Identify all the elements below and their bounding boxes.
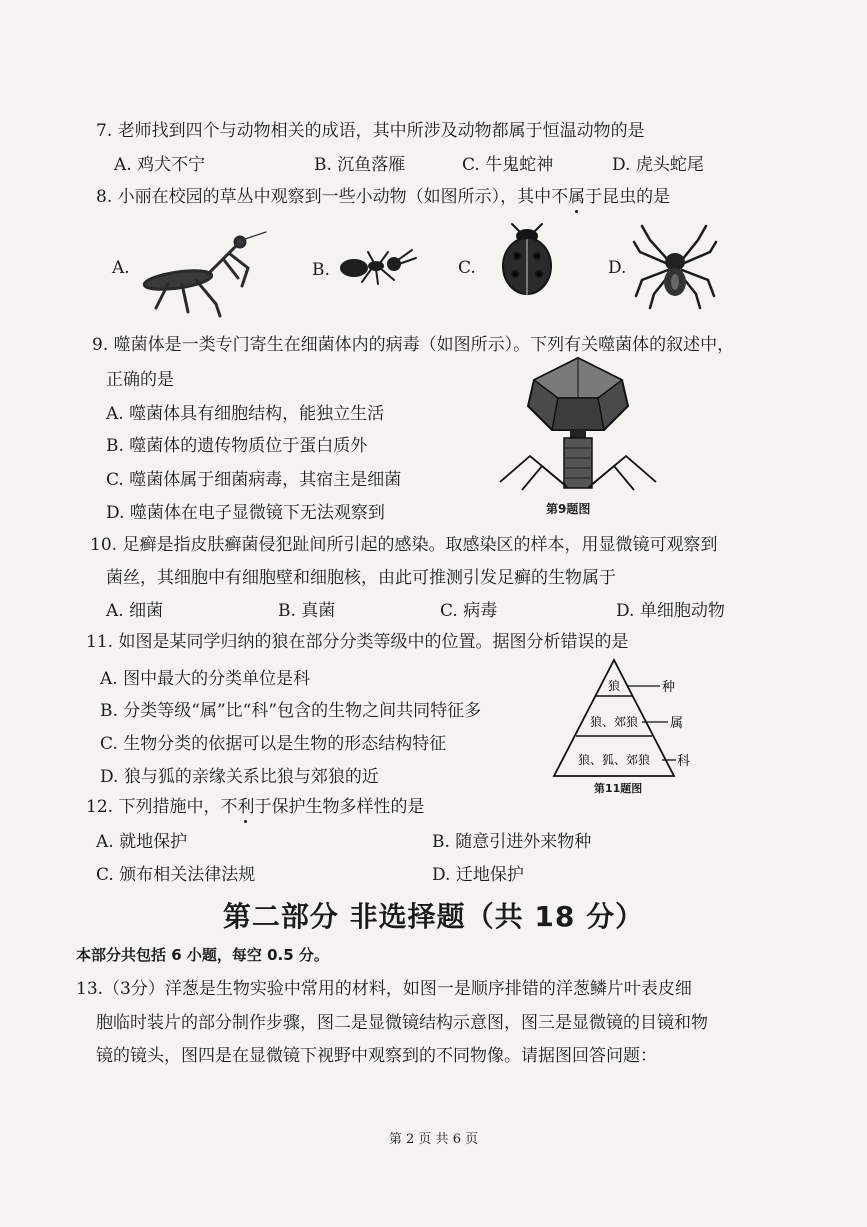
page-footer: 第 2 页 共 6 页 xyxy=(388,1132,479,1147)
q9-figure-caption: 第9题图 xyxy=(546,502,591,516)
spider-icon xyxy=(632,222,718,310)
q10-option-b: B. 真菌 xyxy=(278,601,336,621)
q12-stem: 12. 下列措施中，不利于保护生物多样性的是 xyxy=(86,797,425,817)
q11-option-a: A. 图中最大的分类单位是科 xyxy=(100,669,311,689)
part2-note: 本部分共包括 6 小题，每空 0.5 分。 xyxy=(76,946,329,964)
q8-option-b: B. xyxy=(312,260,330,280)
part2-heading: 第二部分 非选择题（共 18 分） xyxy=(222,900,645,933)
q10-option-a: A. 细菌 xyxy=(106,601,164,621)
q10-option-c: C. 病毒 xyxy=(440,601,498,621)
q9-option-a: A. 噬菌体具有细胞结构，能独立生活 xyxy=(106,404,385,424)
q9-stem-line2: 正确的是 xyxy=(106,370,174,390)
q13-line3: 镜的镜头，图四是在显微镜下视野中观察到的不同物像。请据图回答问题： xyxy=(96,1046,657,1066)
q9-stem-line1: 9. 噬菌体是一类专门寄生在细菌体内的病毒（如图所示）。下列有关噬菌体的叙述中， xyxy=(92,335,735,355)
pyramid-level-1: 狼 xyxy=(607,679,621,693)
q8-option-a: A. xyxy=(112,258,130,278)
q10-option-d: D. 单细胞动物 xyxy=(616,601,725,621)
ladybug-icon xyxy=(496,222,558,298)
q13-line1: 13.（3分）洋葱是生物实验中常用的材料，如图一是顺序排错的洋葱鳞片叶表皮细 xyxy=(76,979,692,999)
q11-option-b: B. 分类等级“属”比“科”包含的生物之间共同特征多 xyxy=(100,701,482,721)
q8-option-c: C. xyxy=(458,258,476,278)
q7-option-b: B. 沉鱼落雁 xyxy=(314,155,406,175)
q7-stem: 7. 老师找到四个与动物相关的成语，其中所涉及动物都属于恒温动物的是 xyxy=(96,121,645,141)
q12-emphasis: 不利于 xyxy=(220,797,272,817)
q8-stem: 8. 小丽在校园的草丛中观察到一些小动物（如图所示），其中不属于昆虫的是 xyxy=(96,187,671,207)
q7-option-a: A. 鸡犬不宁 xyxy=(114,155,206,175)
q8-option-d: D. xyxy=(608,258,627,278)
q12-option-b: B. 随意引进外来物种 xyxy=(432,832,592,852)
q11-option-d: D. 狼与狐的亲缘关系比狼与郊狼的近 xyxy=(100,767,379,787)
q13-line2: 胞临时装片的部分制作步骤，图二是显微镜结构示意图，图三是显微镜的目镜和物 xyxy=(96,1013,708,1033)
q7-option-d: D. 虎头蛇尾 xyxy=(612,155,704,175)
taxonomy-pyramid xyxy=(552,658,692,778)
pyramid-level-2: 狼、郊狼 xyxy=(589,715,639,729)
q8-emphasis: 不属于 xyxy=(551,187,603,207)
pyramid-level-3: 狼、狐、郊狼 xyxy=(577,753,651,767)
pyramid-label-genus: 属 xyxy=(670,716,684,731)
pyramid-label-species: 种 xyxy=(662,680,676,695)
bacteriophage-figure xyxy=(498,358,658,498)
pyramid-label-family: 科 xyxy=(677,754,691,769)
mantis-icon xyxy=(138,228,278,318)
q7-option-c: C. 牛鬼蛇神 xyxy=(462,155,554,175)
q10-stem-line1: 10. 足癣是指皮肤癣菌侵犯趾间所引起的感染。取感染区的样本，用显微镜可观察到 xyxy=(90,535,718,555)
q12-option-d: D. 迁地保护 xyxy=(432,865,524,885)
q11-figure-caption: 第11题图 xyxy=(594,782,643,795)
q11-stem: 11. 如图是某同学归纳的狼在部分分类等级中的位置。据图分析错误的是 xyxy=(86,632,629,652)
q9-option-c: C. 噬菌体属于细菌病毒，其宿主是细菌 xyxy=(106,470,402,490)
q12-option-a: A. 就地保护 xyxy=(96,832,188,852)
ant-icon xyxy=(338,246,420,286)
q9-option-d: D. 噬菌体在电子显微镜下无法观察到 xyxy=(106,503,385,523)
q9-option-b: B. 噬菌体的遗传物质位于蛋白质外 xyxy=(106,436,368,456)
q11-option-c: C. 生物分类的依据可以是生物的形态结构特征 xyxy=(100,734,447,754)
q12-option-c: C. 颁布相关法律法规 xyxy=(96,865,256,885)
q10-stem-line2: 菌丝，其细胞中有细胞壁和细胞核，由此可推测引发足癣的生物属于 xyxy=(106,568,616,588)
